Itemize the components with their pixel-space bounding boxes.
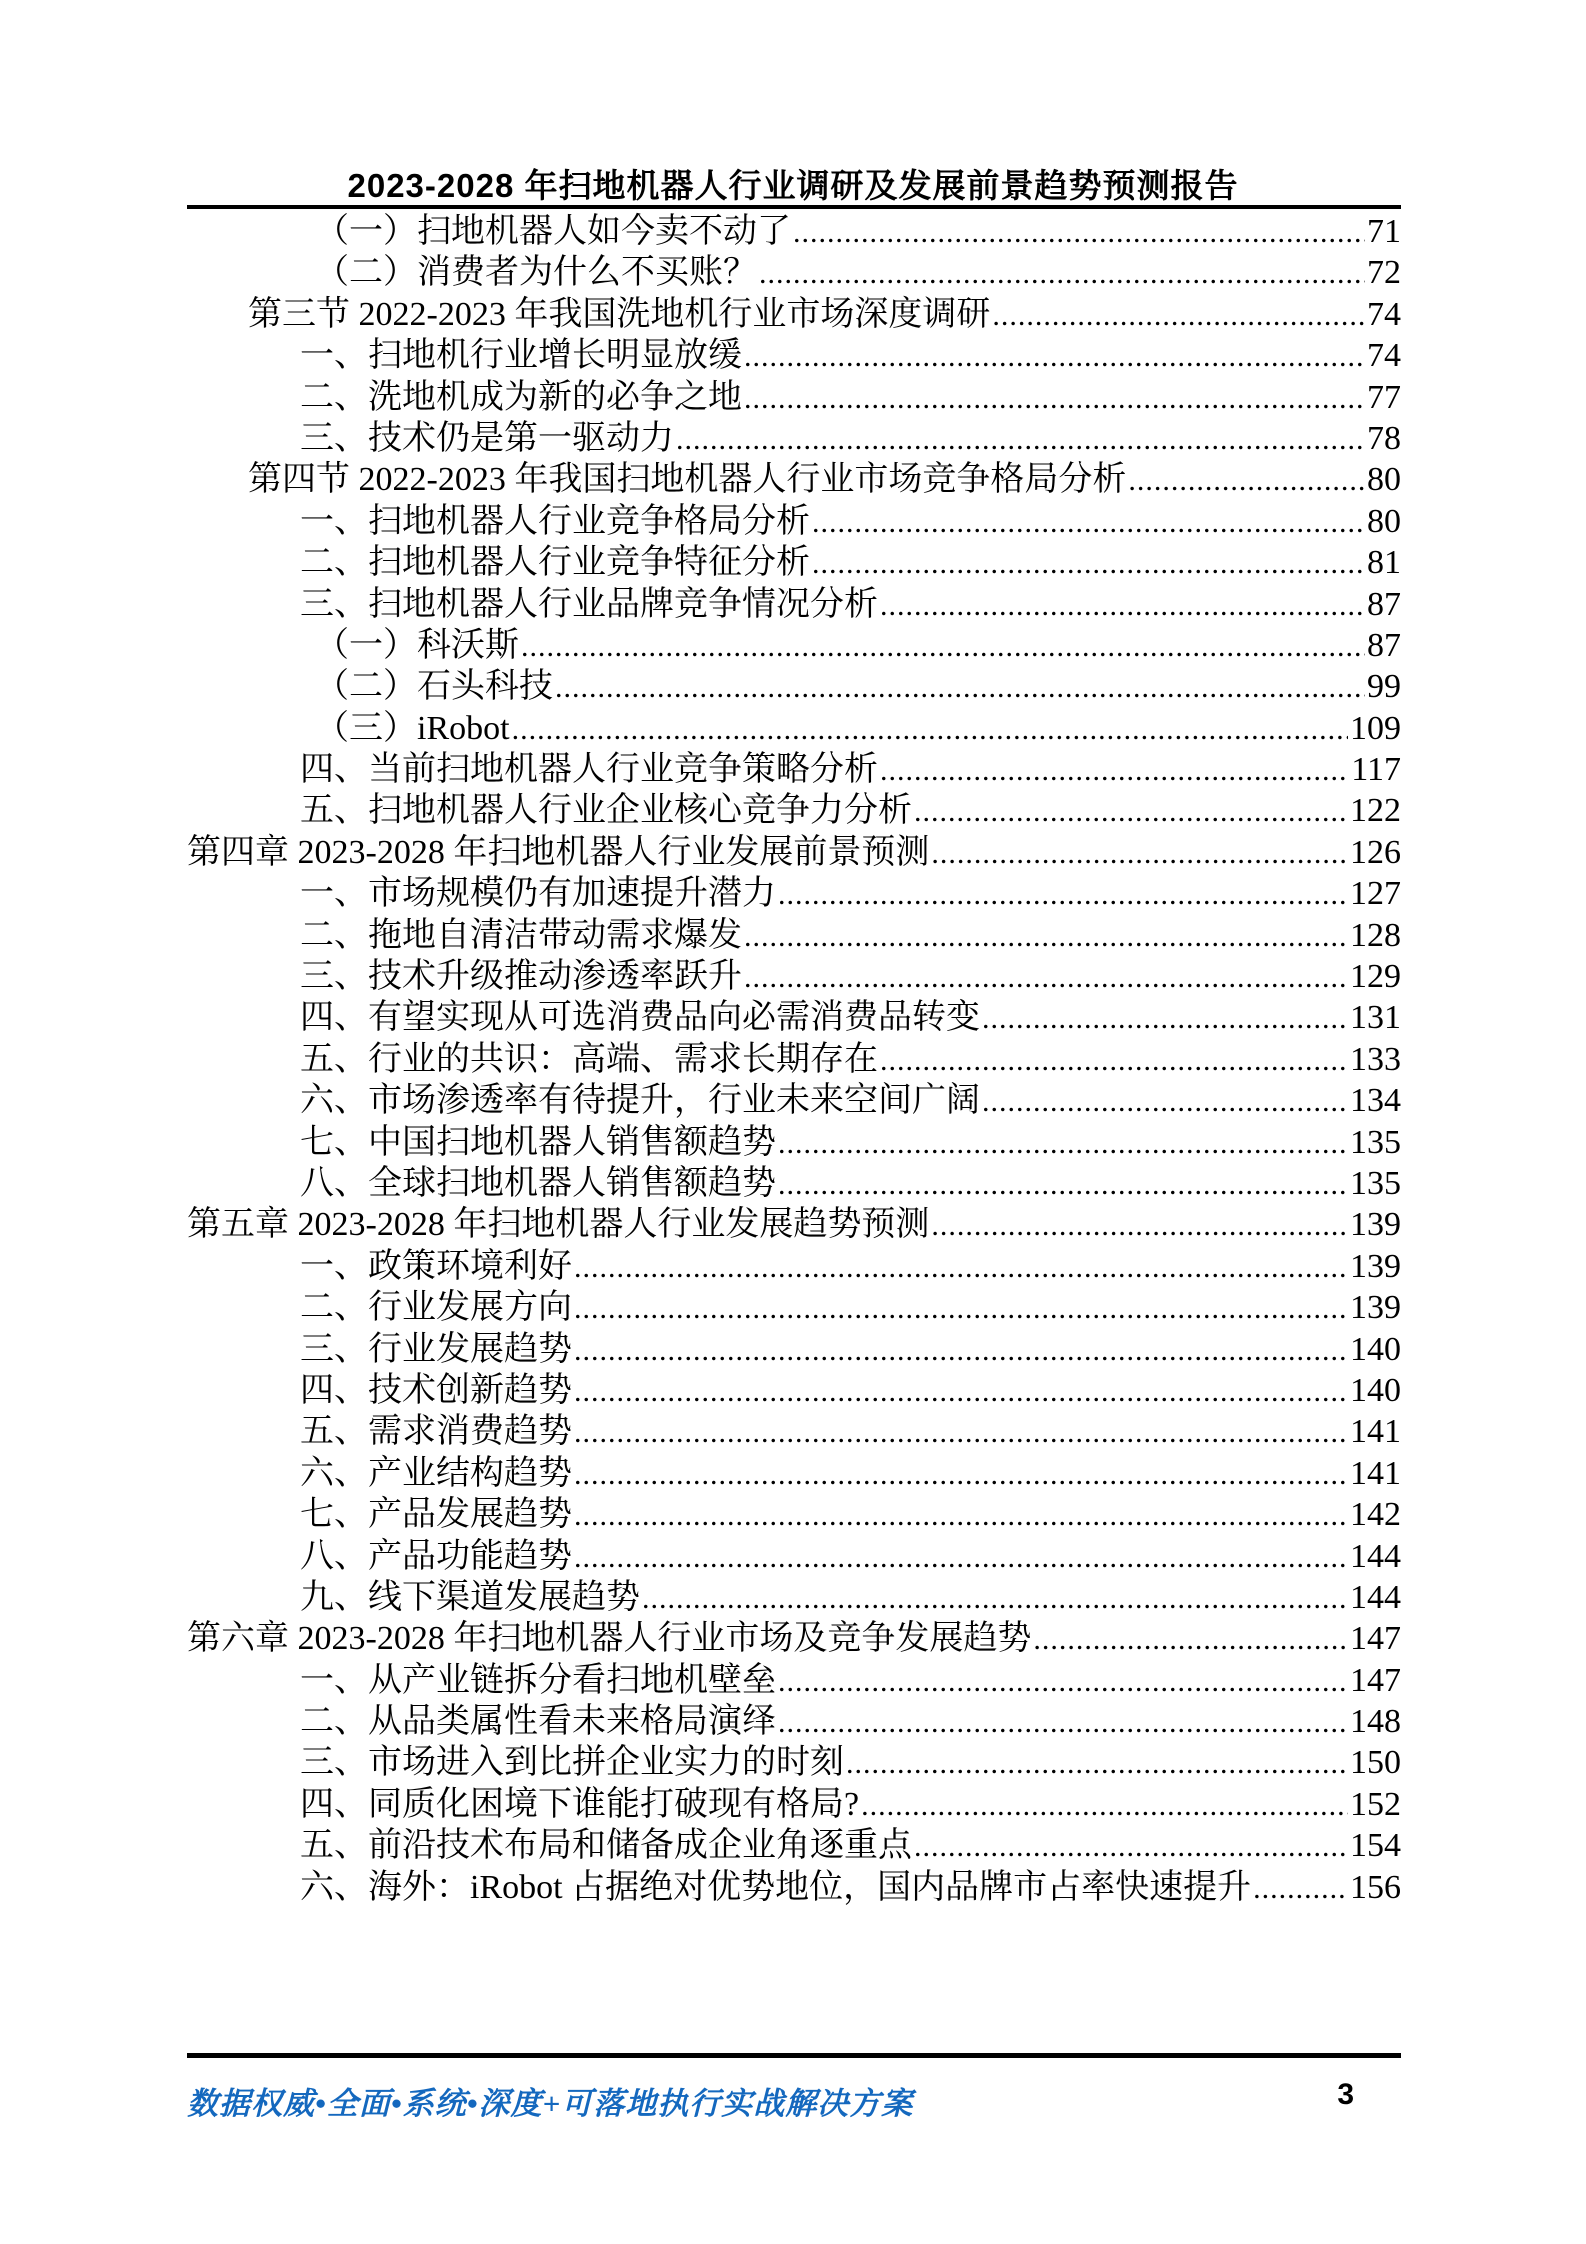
toc-entry[interactable] — [187, 1618, 1401, 1659]
toc-entry-label: 五、扫地机器人行业企业核心竞争力分析 — [300, 792, 912, 830]
toc-entry-page: 156 — [1350, 1868, 1401, 1906]
toc-entry-page: 109 — [1350, 709, 1401, 747]
toc-entry[interactable] — [187, 956, 1401, 997]
toc-entry-page: 72 — [1367, 254, 1401, 292]
toc-entry-page: 80 — [1367, 502, 1401, 540]
toc-entry-page: 77 — [1367, 378, 1401, 416]
toc-entry-label: 九、线下渠道发展趋势 — [300, 1578, 640, 1616]
toc-entry[interactable] — [187, 1163, 1401, 1204]
toc-entry[interactable] — [187, 294, 1401, 335]
toc-entry[interactable] — [187, 1411, 1401, 1452]
toc-leader-dots — [793, 211, 1365, 253]
toc-entry-page: 139 — [1350, 1206, 1401, 1244]
toc-entry-label: （二）消费者为什么不买账？ — [315, 254, 757, 292]
toc-entry[interactable] — [187, 1742, 1401, 1783]
toc-entry[interactable] — [187, 335, 1401, 376]
toc-entry-label: 六、海外：iRobot 占据绝对优势地位，国内品牌市占率快速提升 — [300, 1868, 1252, 1906]
toc-entry-page: 147 — [1350, 1620, 1401, 1658]
toc-entry-label: 三、技术升级推动渗透率跃升 — [300, 958, 742, 996]
toc-entry[interactable] — [187, 1577, 1401, 1618]
toc-entry-page: 122 — [1350, 792, 1401, 830]
toc-entry-label: 第六章 2023-2028 年扫地机器人行业市场及竞争发展趋势 — [187, 1620, 1032, 1658]
toc-entry[interactable] — [187, 915, 1401, 956]
toc-entry-page: 148 — [1350, 1703, 1401, 1741]
toc-entry-page: 144 — [1350, 1537, 1401, 1575]
toc-entry-label: 第三节 2022-2023 年我国洗地机行业市场深度调研 — [248, 295, 991, 333]
report-title: 2023-2028 年扫地机器人行业调研及发展前景趋势预测报告 — [347, 167, 1239, 204]
toc-leader-dots — [759, 252, 1365, 294]
toc-entry-page: 74 — [1367, 337, 1401, 375]
toc-entry-label: 一、扫地机行业增长明显放缓 — [300, 337, 742, 375]
toc-entry-label: 三、市场进入到比拼企业实力的时刻 — [300, 1744, 844, 1782]
toc-entry[interactable] — [187, 1080, 1401, 1121]
toc-entry-page: 99 — [1367, 668, 1401, 706]
toc-leader-dots — [574, 1287, 1348, 1329]
toc-entry[interactable] — [187, 708, 1401, 749]
toc-entry-page: 78 — [1367, 419, 1401, 457]
toc-entry-label: 一、扫地机器人行业竞争格局分析 — [300, 502, 810, 540]
toc-leader-dots — [778, 1122, 1348, 1164]
toc-entry-page: 74 — [1367, 295, 1401, 333]
toc-entry[interactable] — [187, 1825, 1401, 1866]
toc-leader-dots — [642, 1577, 1348, 1619]
toc-leader-dots — [861, 1784, 1348, 1826]
toc-entry-page: 150 — [1350, 1744, 1401, 1782]
toc-entry-label: 二、拖地自清洁带动需求爆发 — [300, 916, 742, 954]
toc-entry-label: 二、洗地机成为新的必争之地 — [300, 378, 742, 416]
toc-entry-page: 133 — [1350, 1040, 1401, 1078]
toc-entry[interactable] — [187, 666, 1401, 707]
toc-entry-page: 117 — [1351, 751, 1401, 789]
page-number: 3 — [1337, 2078, 1354, 2111]
toc-entry[interactable] — [187, 1784, 1401, 1825]
toc-entry-label: （一）科沃斯 — [315, 626, 519, 664]
toc-entry[interactable] — [187, 1453, 1401, 1494]
toc-entry-label: 四、同质化困境下谁能打破现有格局? — [300, 1785, 860, 1823]
toc-entry-page: 140 — [1350, 1371, 1401, 1409]
table-of-contents — [187, 211, 1401, 1908]
toc-leader-dots — [1128, 459, 1365, 501]
toc-entry[interactable] — [187, 377, 1401, 418]
toc-entry-label: 一、从产业链拆分看扫地机壁垒 — [300, 1661, 776, 1699]
toc-entry-label: 七、产品发展趋势 — [300, 1496, 572, 1534]
toc-leader-dots — [744, 956, 1348, 998]
toc-entry-label: 第四章 2023-2028 年扫地机器人行业发展前景预测 — [187, 833, 930, 871]
toc-entry-page: 87 — [1367, 626, 1401, 664]
toc-entry-page: 128 — [1350, 916, 1401, 954]
toc-entry-page: 147 — [1350, 1661, 1401, 1699]
toc-leader-dots — [574, 1329, 1348, 1371]
toc-leader-dots — [880, 749, 1349, 791]
toc-entry[interactable] — [187, 1536, 1401, 1577]
toc-entry-page: 139 — [1350, 1289, 1401, 1327]
toc-entry-label: 二、从品类属性看未来格局演绎 — [300, 1703, 776, 1741]
toc-entry-label: 四、当前扫地机器人行业竞争策略分析 — [300, 751, 878, 789]
toc-entry[interactable] — [187, 501, 1401, 542]
toc-entry[interactable] — [187, 997, 1401, 1038]
toc-entry[interactable] — [187, 542, 1401, 583]
toc-entry-page: 129 — [1350, 958, 1401, 996]
document-footer — [187, 2078, 1401, 2123]
toc-entry-page: 126 — [1350, 833, 1401, 871]
toc-entry-page: 144 — [1350, 1578, 1401, 1616]
toc-entry[interactable] — [187, 459, 1401, 500]
toc-entry-label: 四、有望实现从可选消费品向必需消费品转变 — [300, 999, 980, 1037]
toc-leader-dots — [574, 1370, 1348, 1412]
toc-leader-dots — [744, 377, 1365, 419]
toc-leader-dots — [880, 584, 1365, 626]
toc-leader-dots — [574, 1536, 1348, 1578]
toc-entry-label: 四、技术创新趋势 — [300, 1371, 572, 1409]
toc-leader-dots — [914, 1825, 1348, 1867]
toc-entry-page: 141 — [1350, 1413, 1401, 1451]
toc-entry-label: 六、产业结构趋势 — [300, 1454, 572, 1492]
toc-leader-dots — [982, 997, 1348, 1039]
toc-entry-page: 71 — [1367, 213, 1401, 250]
toc-entry[interactable] — [187, 873, 1401, 914]
toc-entry-page: 135 — [1350, 1123, 1401, 1161]
footer-divider — [187, 2053, 1401, 2058]
toc-entry[interactable] — [187, 1660, 1401, 1701]
toc-entry-label: 六、市场渗透率有待提升，行业未来空间广阔 — [300, 1082, 980, 1120]
toc-entry[interactable] — [187, 1246, 1401, 1287]
toc-leader-dots — [574, 1246, 1348, 1288]
toc-entry[interactable] — [187, 1867, 1401, 1908]
toc-leader-dots — [812, 501, 1365, 543]
toc-entry[interactable] — [187, 1287, 1401, 1328]
toc-entry-label: 三、行业发展趋势 — [300, 1330, 572, 1368]
toc-entry-page: 81 — [1367, 544, 1401, 582]
toc-leader-dots — [992, 294, 1365, 336]
toc-entry-page: 154 — [1350, 1827, 1401, 1865]
toc-leader-dots — [914, 790, 1348, 832]
toc-entry-page: 134 — [1350, 1082, 1401, 1120]
toc-leader-dots — [778, 1660, 1348, 1702]
toc-entry[interactable] — [187, 832, 1401, 873]
toc-entry[interactable] — [187, 1039, 1401, 1080]
toc-leader-dots — [846, 1742, 1348, 1784]
toc-entry-label: 二、行业发展方向 — [300, 1289, 572, 1327]
toc-entry[interactable] — [187, 1329, 1401, 1370]
toc-entry-label: 五、行业的共识：高端、需求长期存在 — [300, 1040, 878, 1078]
toc-entry-page: 127 — [1350, 875, 1401, 913]
toc-entry[interactable] — [187, 252, 1401, 293]
footer-slogan: 数据权威•全面•系统•深度+可落地执行实战解决方案 — [187, 2086, 914, 2121]
toc-entry[interactable] — [187, 418, 1401, 459]
toc-leader-dots — [744, 335, 1365, 377]
toc-leader-dots — [778, 1701, 1348, 1743]
toc-leader-dots — [812, 542, 1365, 584]
toc-leader-dots — [778, 873, 1348, 915]
toc-entry-page: 135 — [1350, 1164, 1401, 1202]
toc-entry-label: 八、产品功能趋势 — [300, 1537, 572, 1575]
header-divider — [187, 205, 1401, 209]
toc-leader-dots — [555, 666, 1365, 708]
toc-entry-label: 七、中国扫地机器人销售额趋势 — [300, 1123, 776, 1161]
toc-entry-label: 一、政策环境利好 — [300, 1247, 572, 1285]
toc-entry-label: 一、市场规模仍有加速提升潜力 — [300, 875, 776, 913]
toc-entry-page: 131 — [1350, 999, 1401, 1037]
toc-entry[interactable] — [187, 211, 1401, 252]
toc-leader-dots — [512, 708, 1348, 750]
toc-entry-label: 二、扫地机器人行业竞争特征分析 — [300, 544, 810, 582]
toc-entry-page: 140 — [1350, 1330, 1401, 1368]
toc-entry-label: 三、技术仍是第一驱动力 — [300, 419, 674, 457]
toc-leader-dots — [744, 915, 1348, 957]
toc-entry[interactable] — [187, 1122, 1401, 1163]
toc-entry[interactable] — [187, 1494, 1401, 1535]
toc-entry-page: 87 — [1367, 585, 1401, 623]
toc-leader-dots — [880, 1039, 1348, 1081]
toc-leader-dots — [574, 1411, 1348, 1453]
toc-entry-page: 139 — [1350, 1247, 1401, 1285]
toc-leader-dots — [1253, 1867, 1348, 1909]
toc-entry-label: （一）扫地机器人如今卖不动了 — [315, 213, 791, 250]
toc-entry-page: 80 — [1367, 461, 1401, 499]
toc-entry-label: 第五章 2023-2028 年扫地机器人行业发展趋势预测 — [187, 1206, 930, 1244]
toc-leader-dots — [931, 1204, 1348, 1246]
toc-entry[interactable] — [187, 790, 1401, 831]
toc-entry[interactable] — [187, 625, 1401, 666]
toc-entry[interactable] — [187, 1370, 1401, 1411]
toc-entry-label: 八、全球扫地机器人销售额趋势 — [300, 1164, 776, 1202]
toc-leader-dots — [1033, 1618, 1348, 1660]
toc-leader-dots — [778, 1163, 1348, 1205]
toc-leader-dots — [931, 832, 1348, 874]
toc-entry-page: 152 — [1350, 1785, 1401, 1823]
toc-leader-dots — [982, 1080, 1348, 1122]
toc-entry-label: 三、扫地机器人行业品牌竞争情况分析 — [300, 585, 878, 623]
toc-entry-label: 五、需求消费趋势 — [300, 1413, 572, 1451]
toc-leader-dots — [676, 418, 1365, 460]
toc-leader-dots — [574, 1494, 1348, 1536]
toc-entry-page: 142 — [1350, 1496, 1401, 1534]
toc-entry-label: 第四节 2022-2023 年我国扫地机器人行业市场竞争格局分析 — [248, 461, 1127, 499]
toc-entry[interactable] — [187, 584, 1401, 625]
toc-entry[interactable] — [187, 1204, 1401, 1245]
toc-leader-dots — [574, 1453, 1348, 1495]
toc-entry-label: 五、前沿技术布局和储备成企业角逐重点 — [300, 1827, 912, 1865]
toc-entry[interactable] — [187, 749, 1401, 790]
toc-entry-label: （三）iRobot — [315, 709, 510, 747]
toc-entry-label: （二）石头科技 — [315, 668, 553, 706]
toc-entry[interactable] — [187, 1701, 1401, 1742]
toc-entry-page: 141 — [1350, 1454, 1401, 1492]
toc-leader-dots — [521, 625, 1365, 667]
